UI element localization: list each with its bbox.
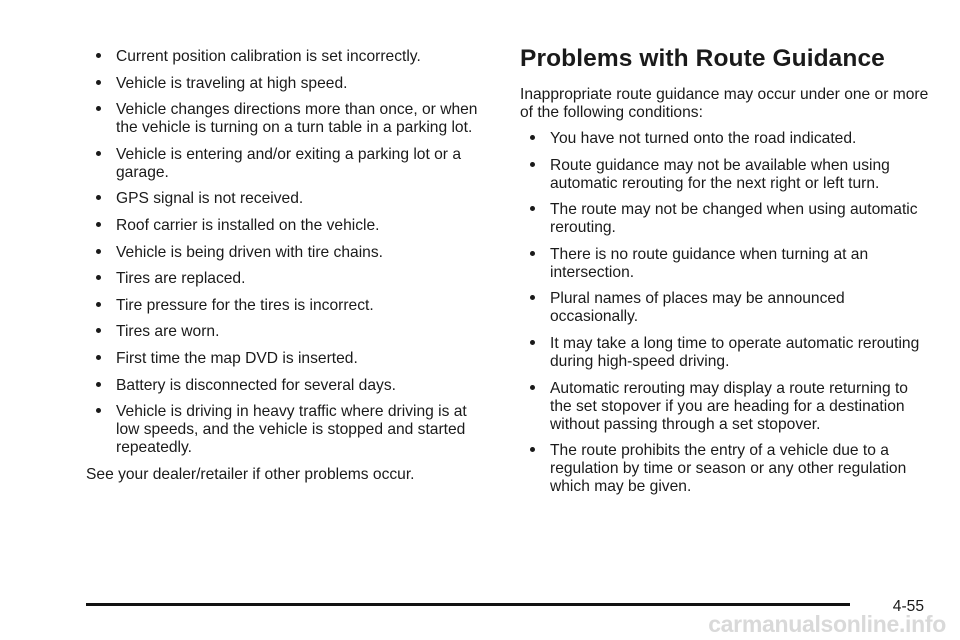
list-item: Plural names of places may be announced occasionally. bbox=[520, 290, 930, 326]
bullet-icon bbox=[530, 447, 535, 452]
list-item: Roof carrier is installed on the vehicle. bbox=[86, 217, 490, 235]
list-item: Tires are replaced. bbox=[86, 270, 490, 288]
list-item: Tire pressure for the tires is incorrect. bbox=[86, 297, 490, 315]
list-item: Vehicle changes directions more than once, or when the vehicle is turning on a turn table in a parking lot. bbox=[86, 101, 490, 137]
bullet-icon bbox=[96, 275, 101, 280]
bullet-icon bbox=[530, 135, 535, 140]
list-item: Battery is disconnected for several days. bbox=[86, 377, 490, 395]
route-guidance-list bbox=[520, 130, 930, 496]
list-item: First time the map DVD is inserted. bbox=[86, 350, 490, 368]
bullet-icon bbox=[96, 408, 101, 413]
list-item: Vehicle is being driven with tire chains. bbox=[86, 244, 490, 262]
bullet-icon bbox=[96, 302, 101, 307]
list-item: Current position calibration is set incorrectly. bbox=[86, 48, 490, 66]
bullet-icon bbox=[530, 385, 535, 390]
left-column bbox=[86, 0, 490, 499]
bullet-icon bbox=[96, 249, 101, 254]
bullet-icon bbox=[530, 206, 535, 211]
bullet-icon bbox=[530, 162, 535, 167]
bullet-icon bbox=[96, 195, 101, 200]
list-item: Route guidance may not be available when using automatic rerouting for the next right or left turn. bbox=[520, 157, 930, 193]
watermark: carmanualsonline.info bbox=[708, 611, 946, 637]
conditions-list bbox=[86, 0, 490, 457]
bullet-icon bbox=[96, 106, 101, 111]
page-number: 4-55 bbox=[892, 598, 924, 615]
list-item: Vehicle is driving in heavy traffic where driving is at low speeds, and the vehicle is stopped and started repeatedly. bbox=[86, 403, 490, 457]
list-item: Tires are worn. bbox=[86, 323, 490, 341]
bullet-icon bbox=[96, 151, 101, 156]
bullet-icon bbox=[530, 340, 535, 345]
bullet-icon bbox=[96, 355, 101, 360]
dealer-note: See your dealer/retailer if other problems occur. bbox=[86, 465, 415, 483]
intro-paragraph: Inappropriate route guidance may occur under one or more of the following conditions: bbox=[520, 86, 929, 121]
list-item: Automatic rerouting may display a route returning to the set stopover if you are heading for a destination without passing through a set stopover. bbox=[520, 380, 930, 434]
bullet-icon bbox=[96, 382, 101, 387]
list-item: The route may not be changed when using automatic rerouting. bbox=[520, 201, 930, 237]
bullet-icon bbox=[530, 295, 535, 300]
right-column bbox=[520, 0, 930, 505]
bullet-icon bbox=[96, 53, 101, 58]
bullet-icon bbox=[530, 251, 535, 256]
bullet-icon bbox=[96, 222, 101, 227]
list-item: There is no route guidance when turning at an intersection. bbox=[520, 246, 930, 282]
list-item: The route prohibits the entry of a vehicle due to a regulation by time or season or any other regulation which may be given. bbox=[520, 442, 930, 496]
bullet-icon bbox=[96, 80, 101, 85]
list-item: It may take a long time to operate automatic rerouting during high-speed driving. bbox=[520, 335, 930, 371]
list-item: GPS signal is not received. bbox=[86, 190, 490, 208]
bullet-icon bbox=[96, 328, 101, 333]
list-item: Vehicle is entering and/or exiting a parking lot or a garage. bbox=[86, 146, 490, 182]
list-item: Vehicle is traveling at high speed. bbox=[86, 75, 490, 93]
footer-rule bbox=[86, 603, 850, 606]
list-item: You have not turned onto the road indicated. bbox=[520, 130, 930, 148]
section-title: Problems with Route Guidance bbox=[520, 45, 885, 72]
